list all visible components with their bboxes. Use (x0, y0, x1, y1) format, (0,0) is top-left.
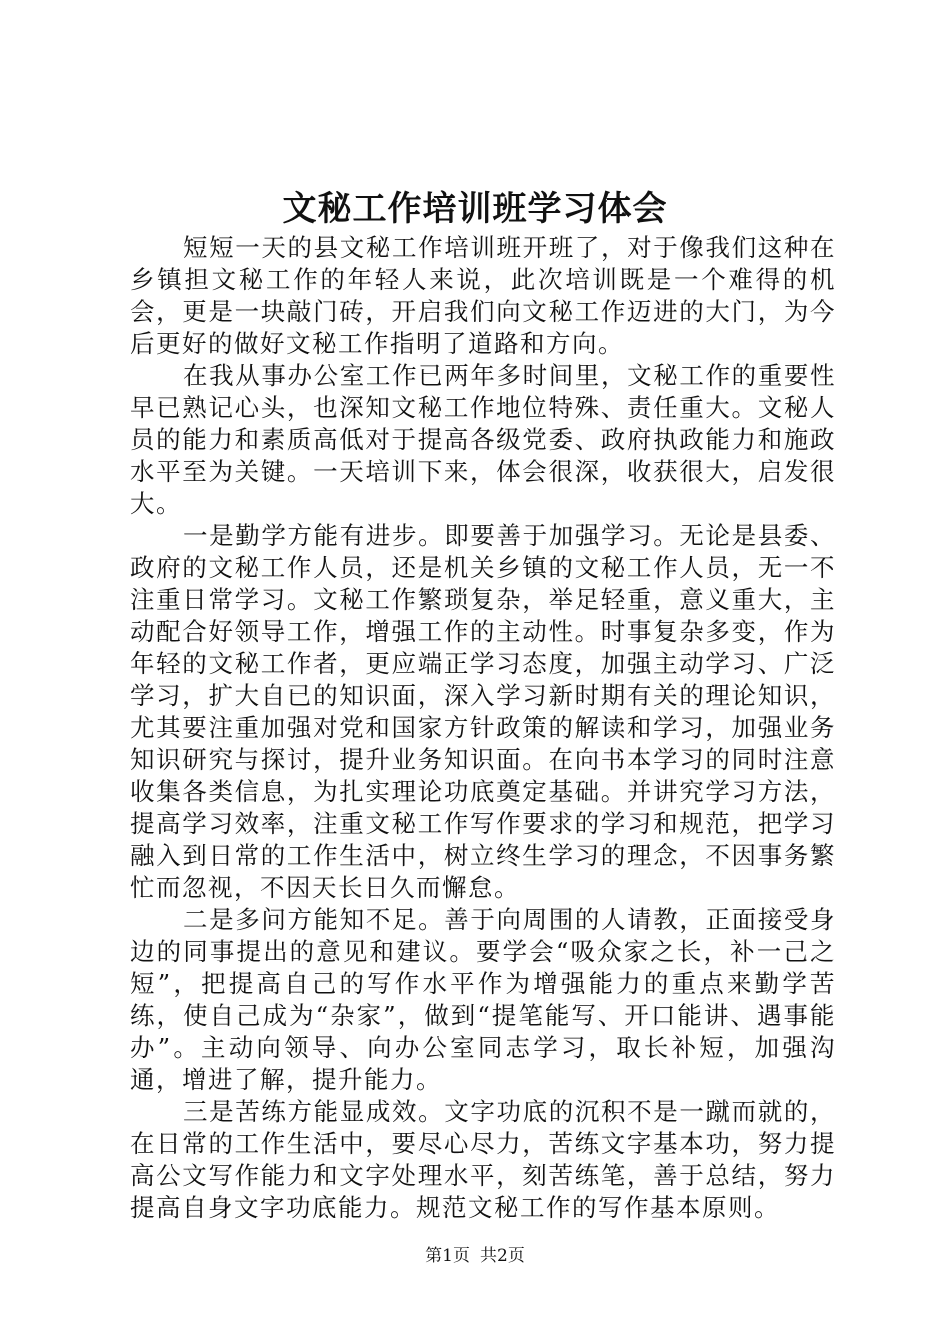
page-footer (0, 1244, 950, 1268)
paragraph-background: 在我从事办公室工作已两年多时间里，文秘工作的重要性早已熟记心头，也深知文秘工作地位特殊、责任重大。文秘人员的能力和素质高低对于提高各级党委、政府执政能力和施政水平至为关键。一天培训下来，体会很深，收获很大，启发很大。 (130, 361, 836, 518)
document-body (130, 232, 836, 1224)
paragraph-point-one: 一是勤学方能有进步。即要善于加强学习。无论是县委、政府的文秘工作人员，还是机关乡镇的文秘工作人员，无一不注重日常学习。文秘工作繁琐复杂，举足轻重，意义重大，主动配合好领导工作，增强工作的主动性。时事复杂多变，作为年轻的文秘工作者，更应端正学习态度，加强主动学习、广泛学习，扩大自已的知识面，深入学习新时期有关的理论知识，尤其要注重加强对党和国家方针政策的解读和学习，加强业务知识研究与探讨，提升业务知识面。在向书本学习的同时注意收集各类信息，为扎实理论功底奠定基础。并讲究学习方法，提高学习效率，注重文秘工作写作要求的学习和规范，把学习融入到日常的工作生活中，树立终生学习的理念，不因事务繁忙而忽视，不因天长日久而懈怠。 (130, 521, 836, 902)
document-title: 文秘工作培训班学习体会 (282, 189, 668, 229)
paragraph-intro: 短短一天的县文秘工作培训班开班了，对于像我们这种在乡镇担文秘工作的年轻人来说，此次培训既是一个难得的机会，更是一块敲门砖，开启我们向文秘工作迈进的大门，为今后更好的做好文秘工作指明了道路和方向。 (130, 233, 836, 358)
page-total: 共2页 (480, 1246, 525, 1266)
paragraph-point-two: 二是多问方能知不足。善于向周围的人请教，正面接受身边的同事提出的意见和建议。要学会“吸众家之长，补一己之短”，把提高自己的写作水平作为增强能力的重点来勤学苦练，使自己成为“杂家”，做到“提笔能写、开口能讲、遇事能办”。主动向领导、向办公室同志学习，取长补短，加强沟通，增进了解，提升能力。 (130, 905, 836, 1094)
page-number: 第1页 (425, 1246, 470, 1266)
paragraph-point-three: 三是苦练方能显成效。文字功底的沉积不是一蹴而就的，在日常的工作生活中，要尽心尽力，苦练文字基本功，努力提高公文写作能力和文字处理水平，刻苦练笔，善于总结，努力提高自身文字功底能力。规范文秘工作的写作基本原则。 (130, 1097, 836, 1222)
